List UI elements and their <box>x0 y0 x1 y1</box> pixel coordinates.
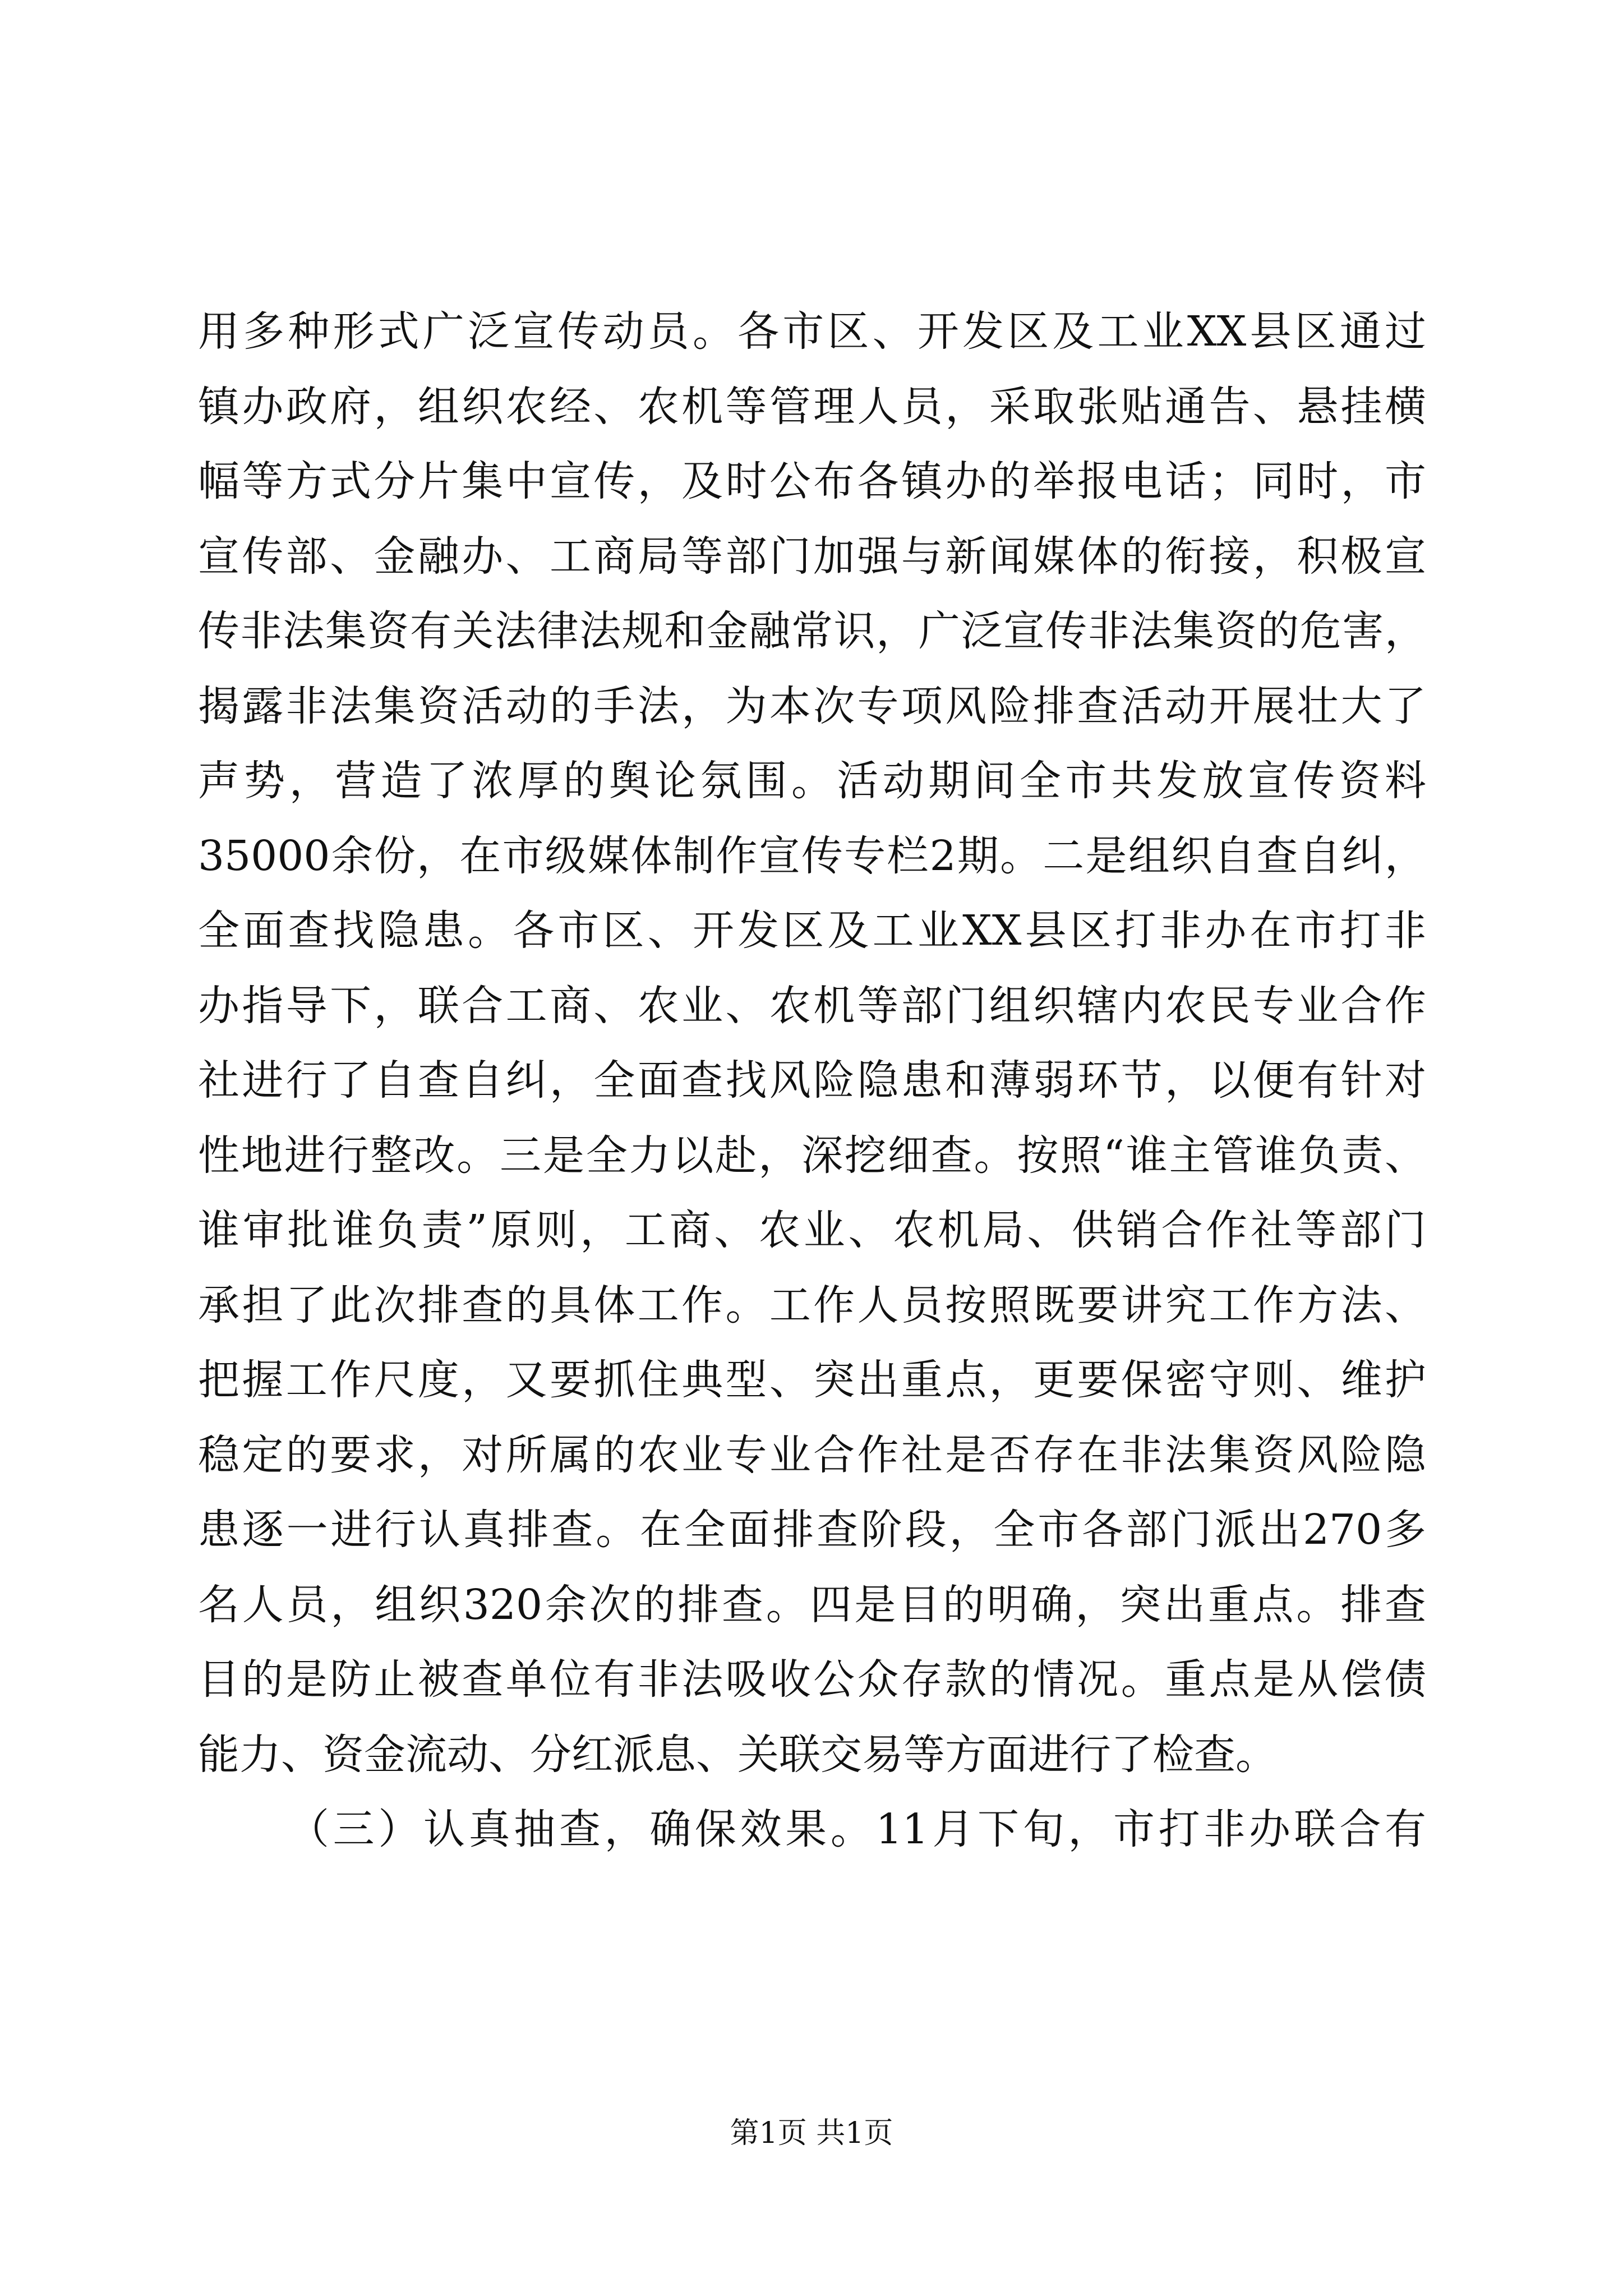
text-line: 把握工作尺度，又要抓住典型、突出重点，更要保密守则、维护 <box>198 1356 1426 1404</box>
paragraph-end-line: 能力、资金流动、分红派息、关联交易等方面进行了检查。 <box>198 1730 1277 1779</box>
text-line: 性地进行整改。三是全力以赴，深挖细查。按照“谁主管谁负责、 <box>198 1131 1426 1180</box>
text-line: 声势，营造了浓厚的舆论氛围。活动期间全市共发放宣传资料 <box>198 757 1426 805</box>
document-body <box>198 295 1426 1867</box>
text-line: 用多种形式广泛宣传动员。各市区、开发区及工业XX县区通过 <box>198 307 1426 356</box>
text-line: 传非法集资有关法律法规和金融常识，广泛宣传非法集资的危害， <box>198 607 1426 655</box>
page-footer <box>0 2109 1623 2151</box>
text-line: 名人员，组织320余次的排查。四是目的明确，突出重点。排查 <box>198 1580 1426 1629</box>
text-line: 宣传部、金融办、工商局等部门加强与新闻媒体的衔接，积极宣 <box>198 532 1426 581</box>
page-number: 第1页 共1页 <box>730 2116 893 2150</box>
section-heading-line: （三）认真抽查，确保效果。11月下旬，市打非办联合有 <box>288 1805 1426 1853</box>
text-line: 全面查找隐患。各市区、开发区及工业XX县区打非办在市打非 <box>198 907 1426 955</box>
text-line: 承担了此次排查的具体工作。工作人员按照既要讲究工作方法、 <box>198 1281 1426 1329</box>
text-line: 目的是防止被查单位有非法吸收公众存款的情况。重点是从偿债 <box>198 1655 1426 1704</box>
text-line: 谁审批谁负责”原则，工商、农业、农机局、供销合作社等部门 <box>198 1206 1426 1254</box>
text-line: 揭露非法集资活动的手法，为本次专项风险排查活动开展壮大了 <box>198 682 1426 730</box>
text-line: 稳定的要求，对所属的农业专业合作社是否存在非法集资风险隐 <box>198 1430 1426 1479</box>
text-line: 办指导下，联合工商、农业、农机等部门组织辖内农民专业合作 <box>198 981 1426 1030</box>
text-line: 社进行了自查自纠，全面查找风险隐患和薄弱环节，以便有针对 <box>198 1056 1426 1105</box>
text-line: 镇办政府，组织农经、农机等管理人员，采取张贴通告、悬挂横 <box>198 382 1426 431</box>
text-line: 35000余份，在市级媒体制作宣传专栏2期。二是组织自查自纠， <box>198 831 1426 880</box>
text-line: 幅等方式分片集中宣传，及时公布各镇办的举报电话；同时，市 <box>198 457 1426 505</box>
text-line: 患逐一进行认真排查。在全面排查阶段，全市各部门派出270多 <box>198 1506 1426 1554</box>
